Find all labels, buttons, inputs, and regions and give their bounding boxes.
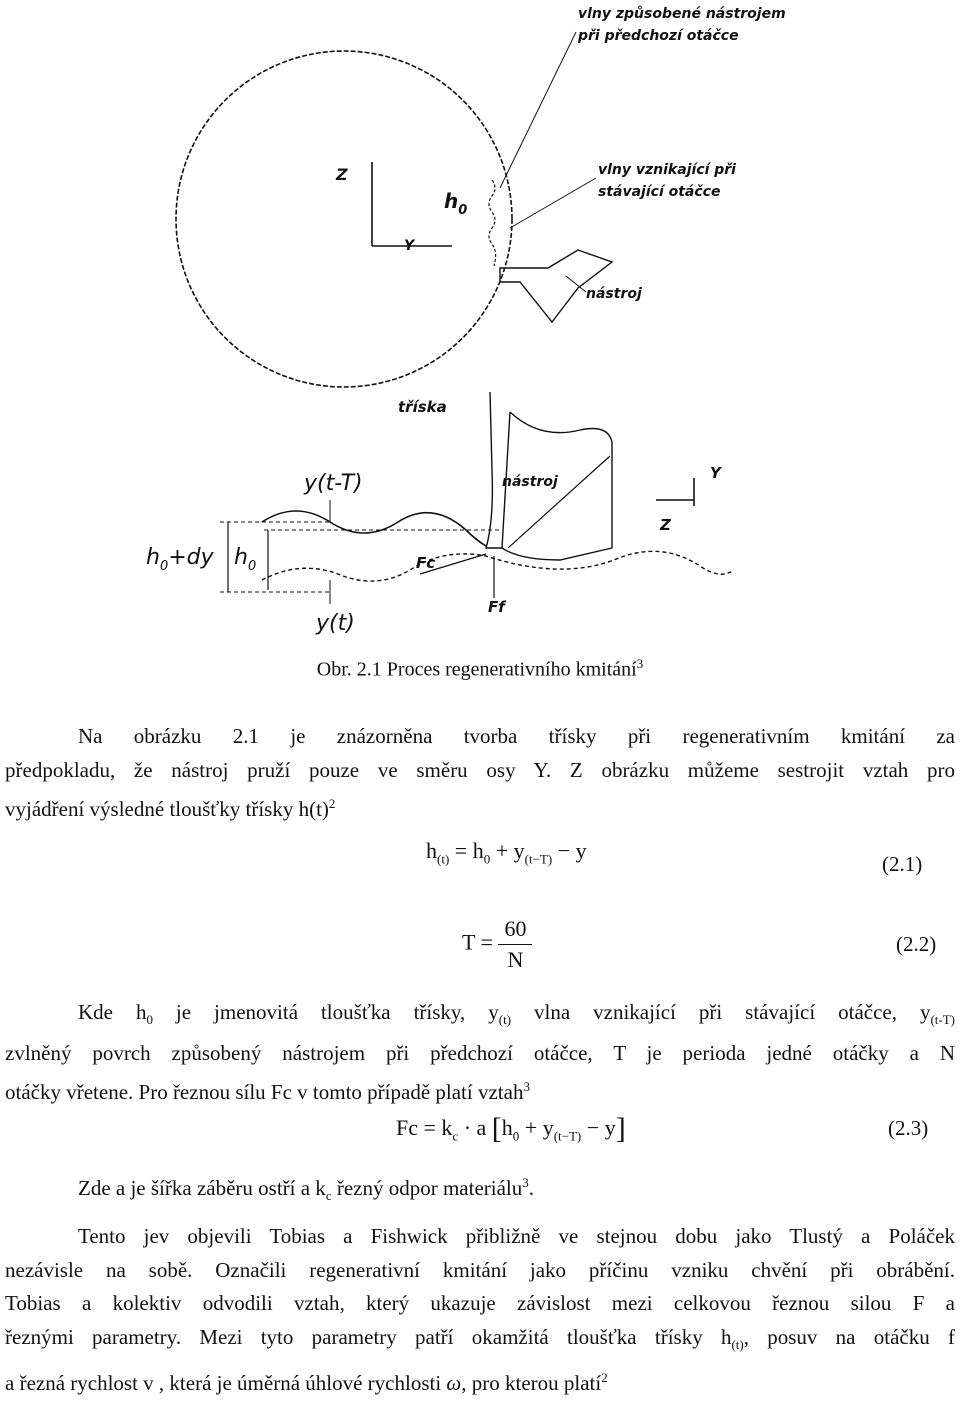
- label-waves-curr-1: vlny vznikající při: [598, 162, 736, 178]
- paragraph-intro: [5, 720, 955, 827]
- label-waves-prev-2: při předchozí otáčce: [578, 28, 739, 44]
- tool-rake-line: [508, 456, 610, 548]
- para4-line5: a řezná rychlost v , která je úměrná úhlové rychlosti ω, pro kterou platí$^2$: [5, 1370, 608, 1396]
- label-ytT: y(t-T): [304, 471, 363, 496]
- para4-line4: řeznými parametry. Mezi tyto parametry patří okamžitá tloušťka třísky $h_{(t)}$, posuv na otáčku f: [5, 1324, 955, 1352]
- equation-2-1: $h_{(t)} = h_0 + y_{(t-T)} - y$: [426, 838, 587, 867]
- wave-current: [262, 551, 734, 581]
- label-h0-top: $h_0$: [444, 189, 468, 218]
- chip-outline: [486, 392, 510, 548]
- workpiece-circle: [176, 51, 512, 387]
- para2-line3: otáčky vřetene. Pro řeznou sílu Fc v tomto případě platí vztah$^3$: [5, 1079, 530, 1105]
- leader-waves-prev: [500, 32, 576, 188]
- equation-2-3: $Fc = k_c \cdot a$ $[h_0 + y_{(t-T)} - y]$: [396, 1112, 626, 1145]
- label-z-top: Z: [336, 165, 348, 184]
- para2-line1: Kde $h_0$ je jmenovitá tloušťka třísky, $y_{(t)}$ vlna vznikající při stávající otáčce, $y_{(t-T)}$: [78, 1000, 955, 1028]
- para4-line3: Tobias a kolektiv odvodili vztah, který ukazuje závislost mezi celkovou řeznou silou F a: [5, 1291, 955, 1315]
- label-waves-prev-1: vlny způsobené nástrojem: [578, 6, 786, 22]
- para1-line3: vyjádření výsledné tloušťky třísky $h(t)^2$: [5, 796, 336, 821]
- label-h0dy: $h_0+dy$: [146, 545, 214, 574]
- fraction-60-over-n: $\frac{60}{N}$: [498, 916, 532, 973]
- equation-2-2: T = $\frac{60}{N}$: [462, 916, 532, 973]
- figure-caption: Obr. 2.1 Proces regenerativního kmitání$^3$: [316, 656, 644, 681]
- para1-line1: Na obrázku 2.1 je znázorněna tvorba třísky při regenerativním kmitání za: [78, 724, 955, 748]
- paragraph-definitions: [5, 996, 955, 1110]
- leader-waves-curr: [510, 178, 596, 228]
- label-z-bottom: Z: [660, 516, 671, 534]
- para3-line1: Zde a je šířka záběru ostří a $k_c$ řezný odpor materiálu$^3$.: [78, 1175, 535, 1204]
- label-fc: Fc: [416, 554, 436, 572]
- equation-number-2-2: (2.2): [896, 932, 937, 956]
- label-ff: Ff: [488, 598, 505, 616]
- para4-line2: nezávisle na sobě. Označili regenerativní kmitání jako příčinu vzniku chvění při obrábění.: [5, 1257, 955, 1282]
- label-chip: tříska: [398, 398, 447, 416]
- regenerative-chatter-figure: [0, 0, 960, 650]
- label-tool-bottom: nástroj: [502, 474, 558, 490]
- chip-formation-diagram: [146, 392, 734, 636]
- para4-line1: Tento jev objevili Tobias a Fishwick přibližně ve stejnou dobu jako Tlustý a Poláček: [78, 1224, 955, 1248]
- para1-line2: předpokladu, že nástroj pruží pouze ve směru osy Y. Z obrázku můžeme sestrojit vztah pro: [5, 757, 955, 782]
- para2-line2: zvlněný povrch způsobený nástrojem při předchozí otáčce, T je perioda jedné otáčky a N: [5, 1040, 955, 1065]
- equation-number-2-1: (2.1): [882, 852, 923, 876]
- label-y-top: Y: [404, 238, 415, 254]
- label-yt: y(t): [316, 611, 355, 636]
- label-tool-top: nástroj: [586, 286, 642, 302]
- wavy-surface: [489, 180, 496, 266]
- label-y-bottom: Y: [710, 464, 721, 482]
- paragraph-width: [5, 1166, 955, 1213]
- label-waves-curr-2: stávající otáčce: [598, 184, 721, 200]
- equation-number-2-3: (2.3): [888, 1116, 929, 1140]
- wave-previous: [262, 511, 486, 546]
- workpiece-diagram: [176, 5, 786, 387]
- label-h0-bottom: $h_0$: [234, 545, 257, 574]
- paragraph-history: [5, 1220, 955, 1401]
